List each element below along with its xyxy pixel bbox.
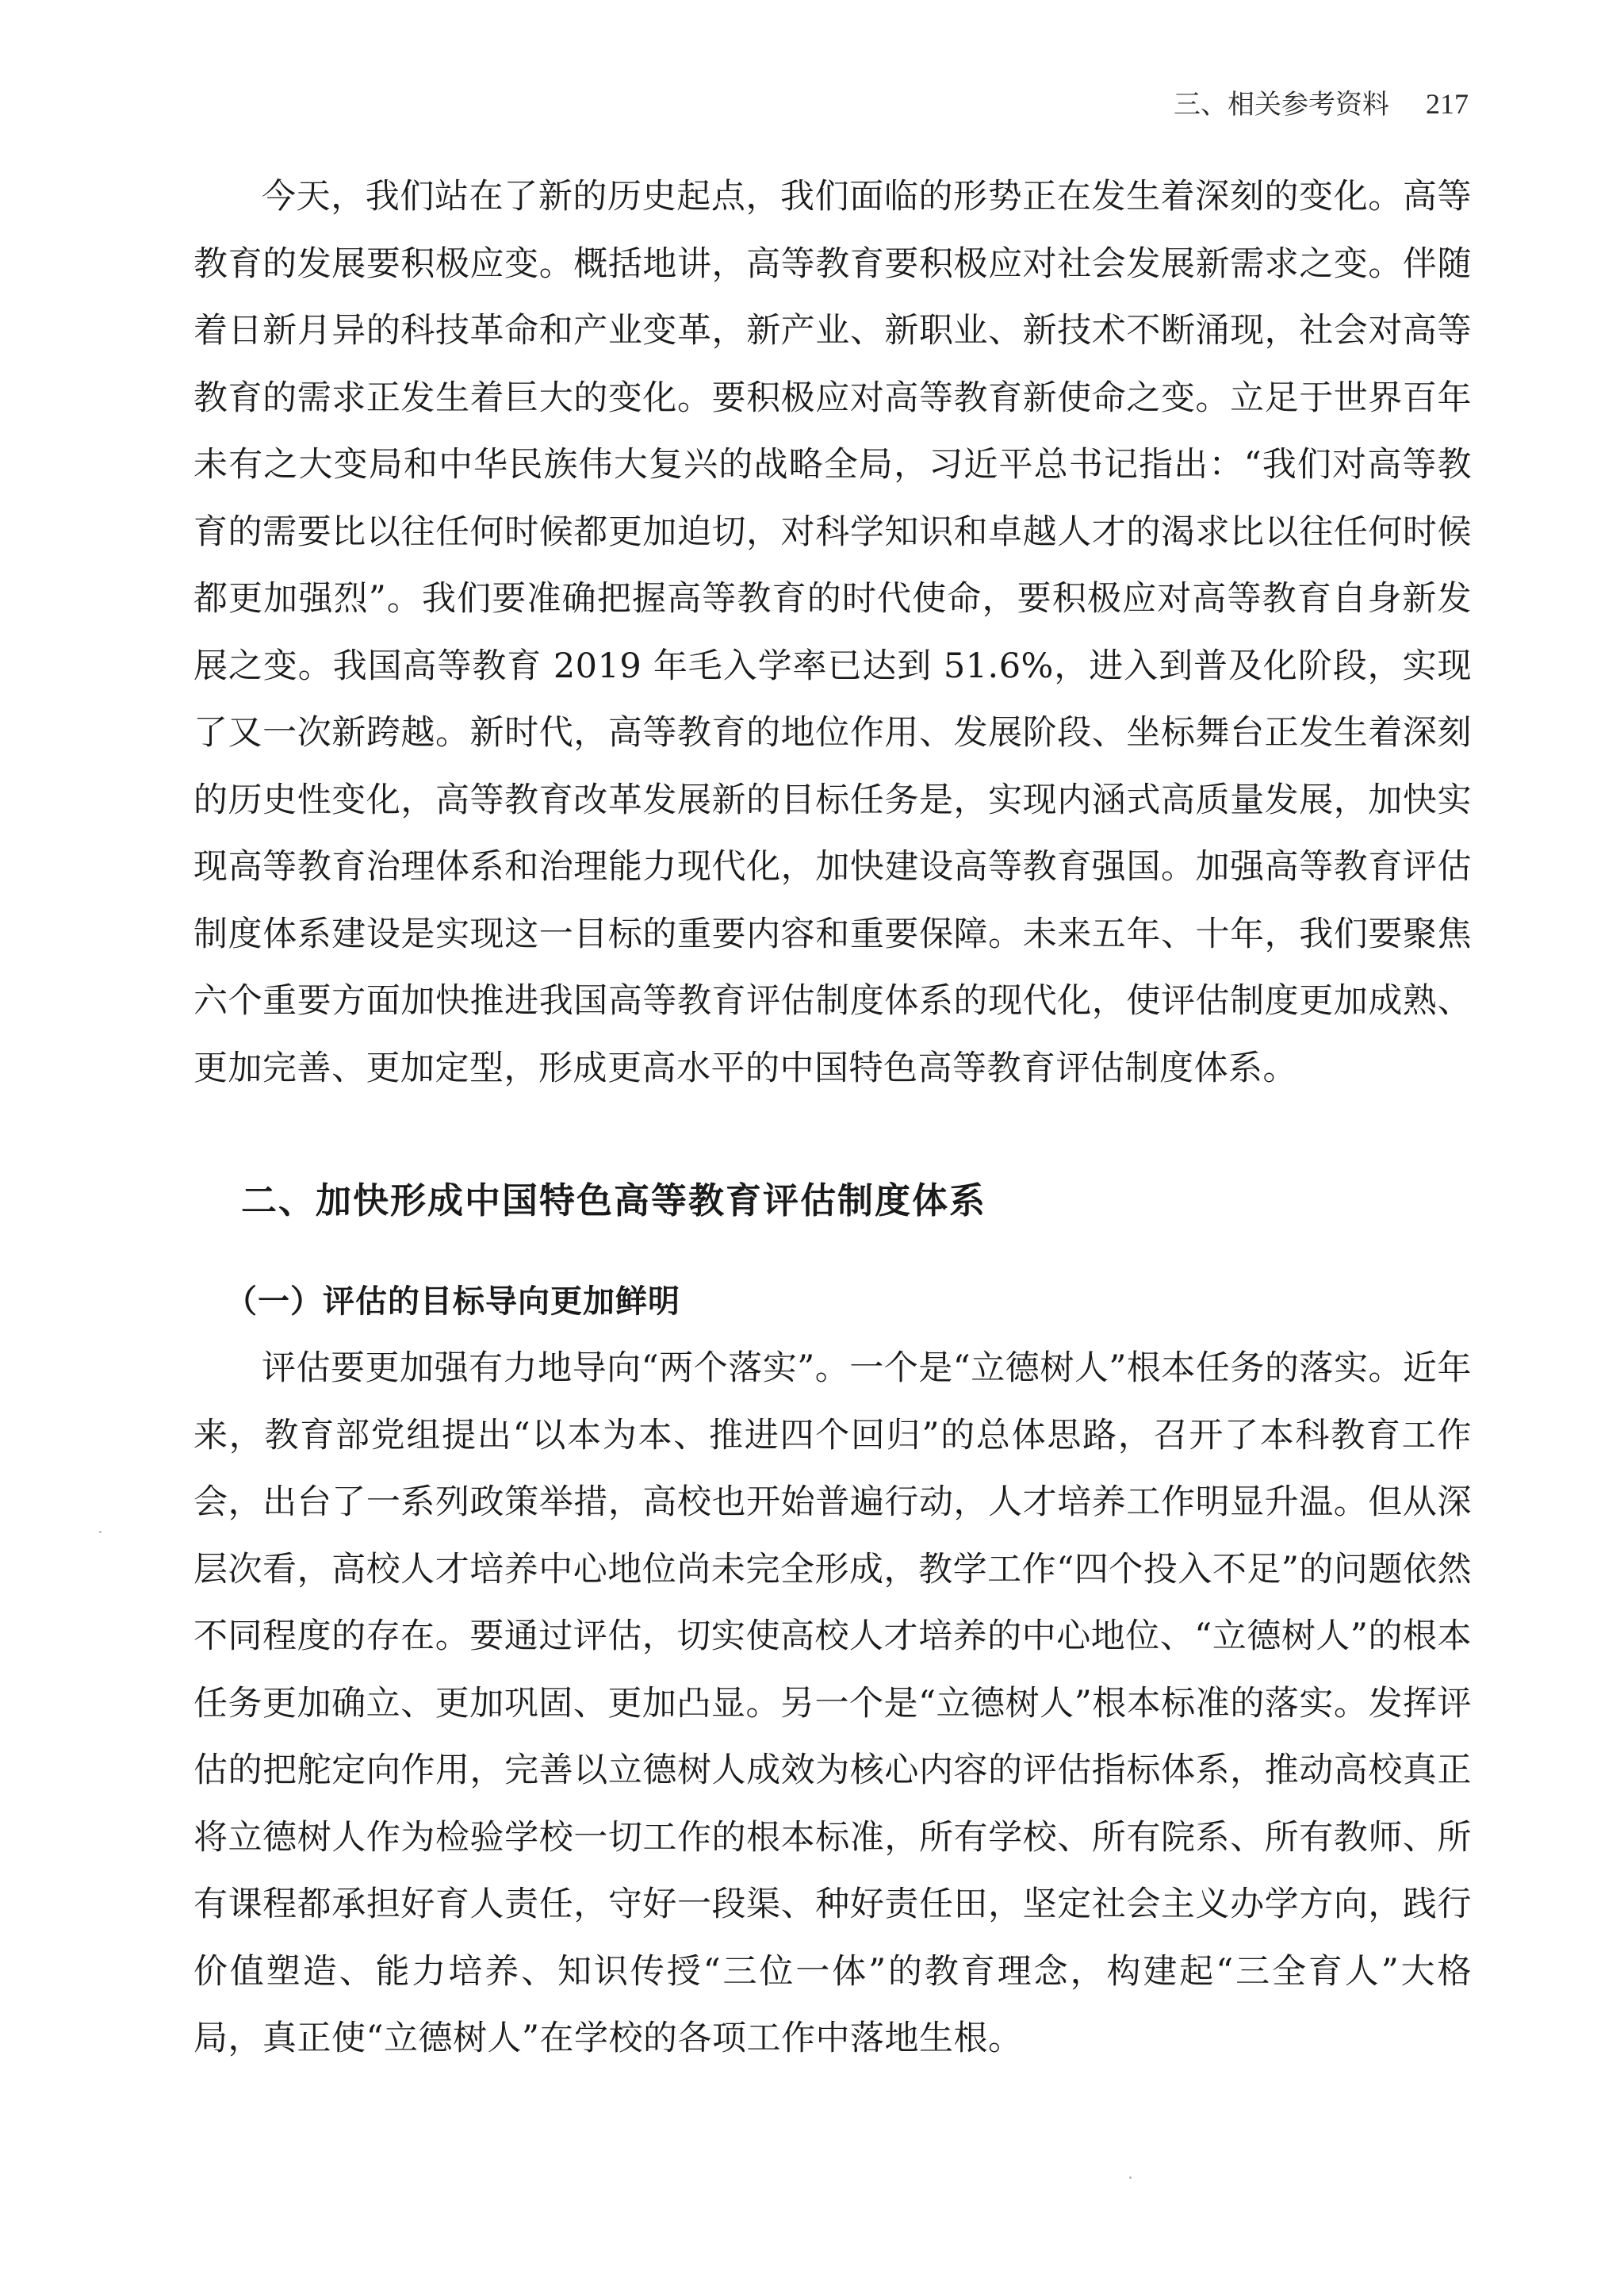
running-head-section: 三、相关参考资料 xyxy=(1174,89,1389,121)
body-paragraph: 今天，我们站在了新的历史起点，我们面临的形势正在发生着深刻的变化。高等教育的发展要积极应变。概括地讲，高等教育要积极应对社会发展新需求之变。伴随着日新月异的科技革命和产业变革，新产业、新职业、新技术不断涌现，社会对高等教育的需求正发生着巨大的变化。要积极应对高等教育新使命之变。立足于世界百年未有之大变局和中华民族伟大复兴的战略全局，习近平总书记指出：“我们对高等教育的需要比以往任何时候都更加迫切，对科学知识和卓越人才的渴求比以往任何时候都更加强烈”。我们要准确把握高等教育的时代使命，要积极应对高等教育自身新发展之变。我国高等教育 2019 年毛入学率已达到 51.6%，进入到普及化阶段，实现了又一次新跨越。新时代，高等教育的地位作用、发展阶段、坐标舞台正发生着深刻的历史性变化，高等教育改革发展新的目标任务是，实现内涵式高质量发展，加快实现高等教育治理体系和治理能力现代化，加快建设高等教育强国。加强高等教育评估制度体系建设是实现这一目标的重要内容和重要保障。未来五年、十年，我们要聚焦六个重要方面加快推进我国高等教育评估制度体系的现代化，使评估制度更加成熟、更加完善、更加定型，形成更高水平的中国特色高等教育评估制度体系。 xyxy=(193,177,1472,1088)
running-head xyxy=(1174,82,1469,121)
body-paragraph: 评估要更加强有力地导向“两个落实”。一个是“立德树人”根本任务的落实。近年来，教育部党组提出“以本为本、推进四个回归”的总体思路，召开了本科教育工作会，出台了一系列政策举措，高校也开始普遍行动，人才培养工作明显升温。但从深层次看，高校人才培养中心地位尚未完全形成，教学工作“四个投入不足”的问题依然不同程度的存在。要通过评估，切实使高校人才培养的中心地位、“立德树人”的根本任务更加确立、更加巩固、更加凸显。另一个是“立德树人”根本标准的落实。发挥评估的把舵定向作用，完善以立德树人成效为核心内容的评估指标体系，推动高校真正将立德树人作为检验学校一切工作的根本标准，所有学校、所有院系、所有教师、所有课程都承担好育人责任，守好一段渠、种好责任田，坚定社会主义办学方向，践行价值塑造、能力培养、知识传授“三位一体”的教育理念，构建起“三全育人”大格局，真正使“立德树人”在学校的各项工作中落地生根。 xyxy=(193,1348,1472,2058)
scan-speck xyxy=(99,1531,102,1533)
scan-speck xyxy=(1129,2176,1132,2179)
page-body xyxy=(193,163,1472,2073)
spacer xyxy=(193,1102,1472,1165)
subsection-heading: （一）评估的目标导向更加鲜明 xyxy=(225,1283,680,1320)
spacer xyxy=(193,1237,1472,1268)
section-heading: 二、加快形成中国特色高等教育评估制度体系 xyxy=(241,1179,987,1221)
page-number: 217 xyxy=(1426,88,1469,120)
